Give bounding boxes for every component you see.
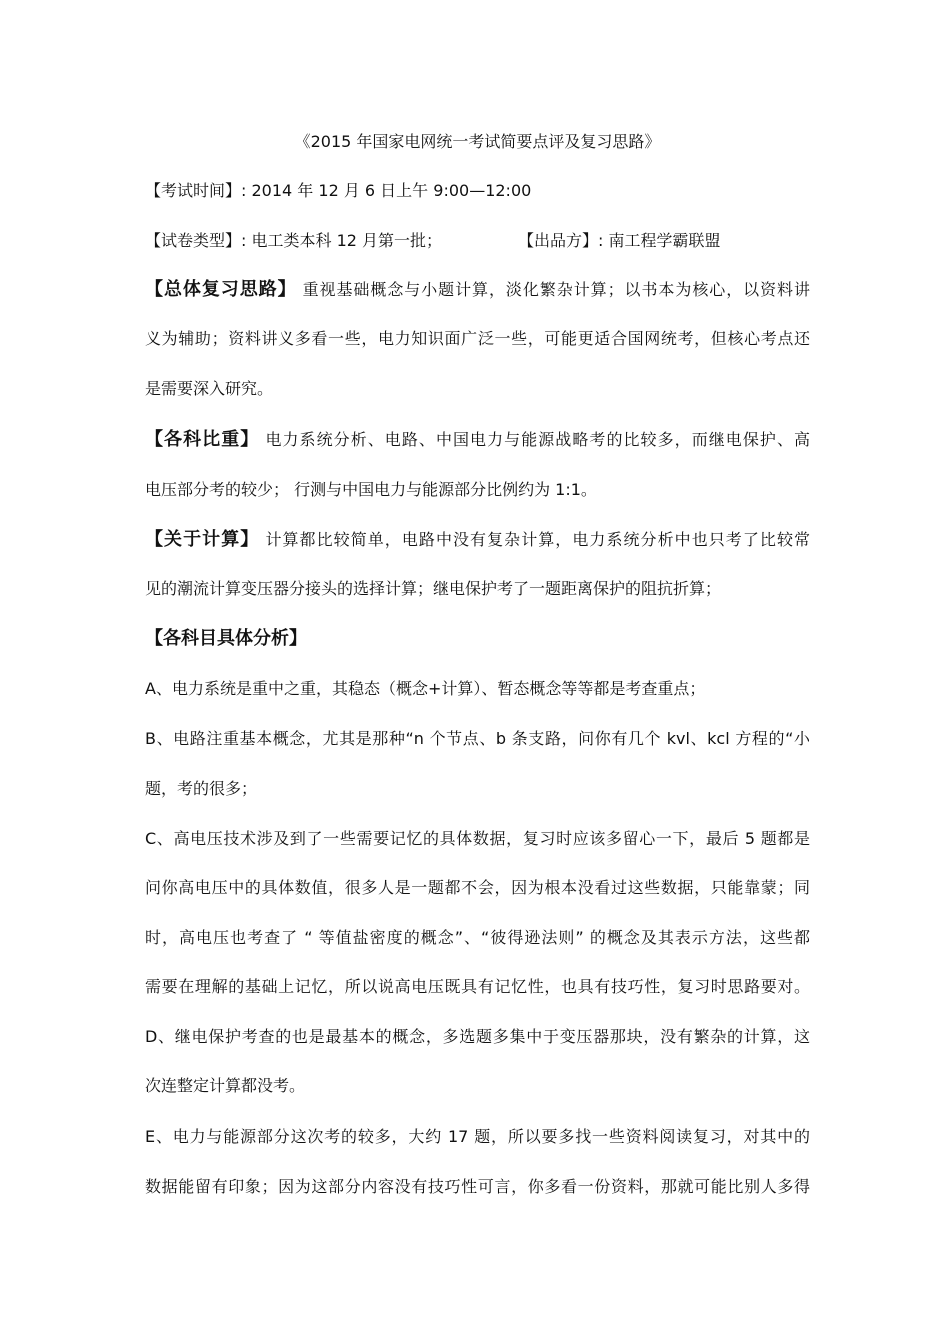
exam-time-line [145,180,810,202]
exam-time-label: 【考试时间】 [145,181,242,200]
overall-label: 【总体复习思路】 [145,279,297,300]
analysis-d-line-2: 次连整定计算都没考。 [145,1076,306,1095]
analysis-heading: 【各科目具体分析】 [145,628,307,649]
overall-line-2: 义为辅助；资料讲义多看一些，电力知识面广泛一些，可能更适合国网统考，但核心考点还 [145,329,810,348]
weights-line-2: 电压部分考的较少； 行测与中国电力与能源部分比例约为 1:1。 [145,480,597,499]
publisher-block [518,230,721,252]
analysis-c-line-2: 问你高电压中的具体数值，很多人是一题都不会，因为根本没看过这些数据，只能靠蒙；同 [145,878,810,897]
analysis-c-line-1: C、高电压技术涉及到了一些需要记忆的具体数据，复习时应该多留心一下，最后 5 题都是 [145,829,810,848]
calc-line-2: 见的潮流计算变压器分接头的选择计算；继电保护考了一题距离保护的阻抗折算； [145,579,722,598]
paper-type-label: 【试卷类型】 [145,231,242,250]
paper-type-value: : 电工类本科 12 月第一批； [241,231,443,250]
analysis-d-line-1: D、继电保护考查的也是最基本的概念，多选题多集中于变压器那块，没有繁杂的计算，这 [145,1027,810,1046]
weights-line-1 [145,429,810,451]
analysis-a-line-1: A、电力系统是重中之重，其稳态（概念+计算）、暂态概念等等都是考查重点； [145,679,706,698]
exam-time-value: : 2014 年 12 月 6 日上午 9:00—12:00 [241,181,532,200]
document-title: 《2015 年国家电网统一考试简要点评及复习思路》 [294,132,661,151]
calc-text-1: 计算都比较简单，电路中没有复杂计算，电力系统分析中也只考了比较常 [265,530,810,549]
overall-line-1 [145,279,810,301]
analysis-b-line-1: B、电路注重基本概念，尤其是那种“n 个节点、b 条支路，问你有几个 kvl、kcl 方程的“小 [145,729,810,748]
analysis-c-line-3: 时，高电压也考查了 “ 等值盐密度的概念”、“彼得逊法则” 的概念及其表示方法，这些都 [145,928,810,947]
analysis-e-line-1: E、电力与能源部分这次考的较多，大约 17 题，所以要多找一些资料阅读复习，对其中的 [145,1127,810,1146]
paper-meta-line [145,230,810,252]
analysis-c-line-4: 需要在理解的基础上记忆，所以说高电压既具有记忆性，也具有技巧性，复习时思路要对。 [145,977,810,996]
weights-label: 【各科比重】 [145,429,260,450]
calc-label: 【关于计算】 [145,529,260,550]
publisher-label: 【出品方】 [518,231,599,250]
weights-text-1: 电力系统分析、电路、中国电力与能源战略考的比较多，而继电保护、高 [265,430,810,449]
overall-text-1: 重视基础概念与小题计算，淡化繁杂计算；以书本为核心，以资料讲 [302,280,810,299]
overall-line-3: 是需要深入研究。 [145,379,274,398]
publisher-value: : 南工程学霸联盟 [598,231,721,250]
analysis-e-line-2: 数据能留有印象；因为这部分内容没有技巧性可言，你多看一份资料，那就可能比别人多得 [145,1177,810,1196]
analysis-b-line-2: 题，考的很多； [145,779,258,798]
calc-line-1 [145,529,810,551]
